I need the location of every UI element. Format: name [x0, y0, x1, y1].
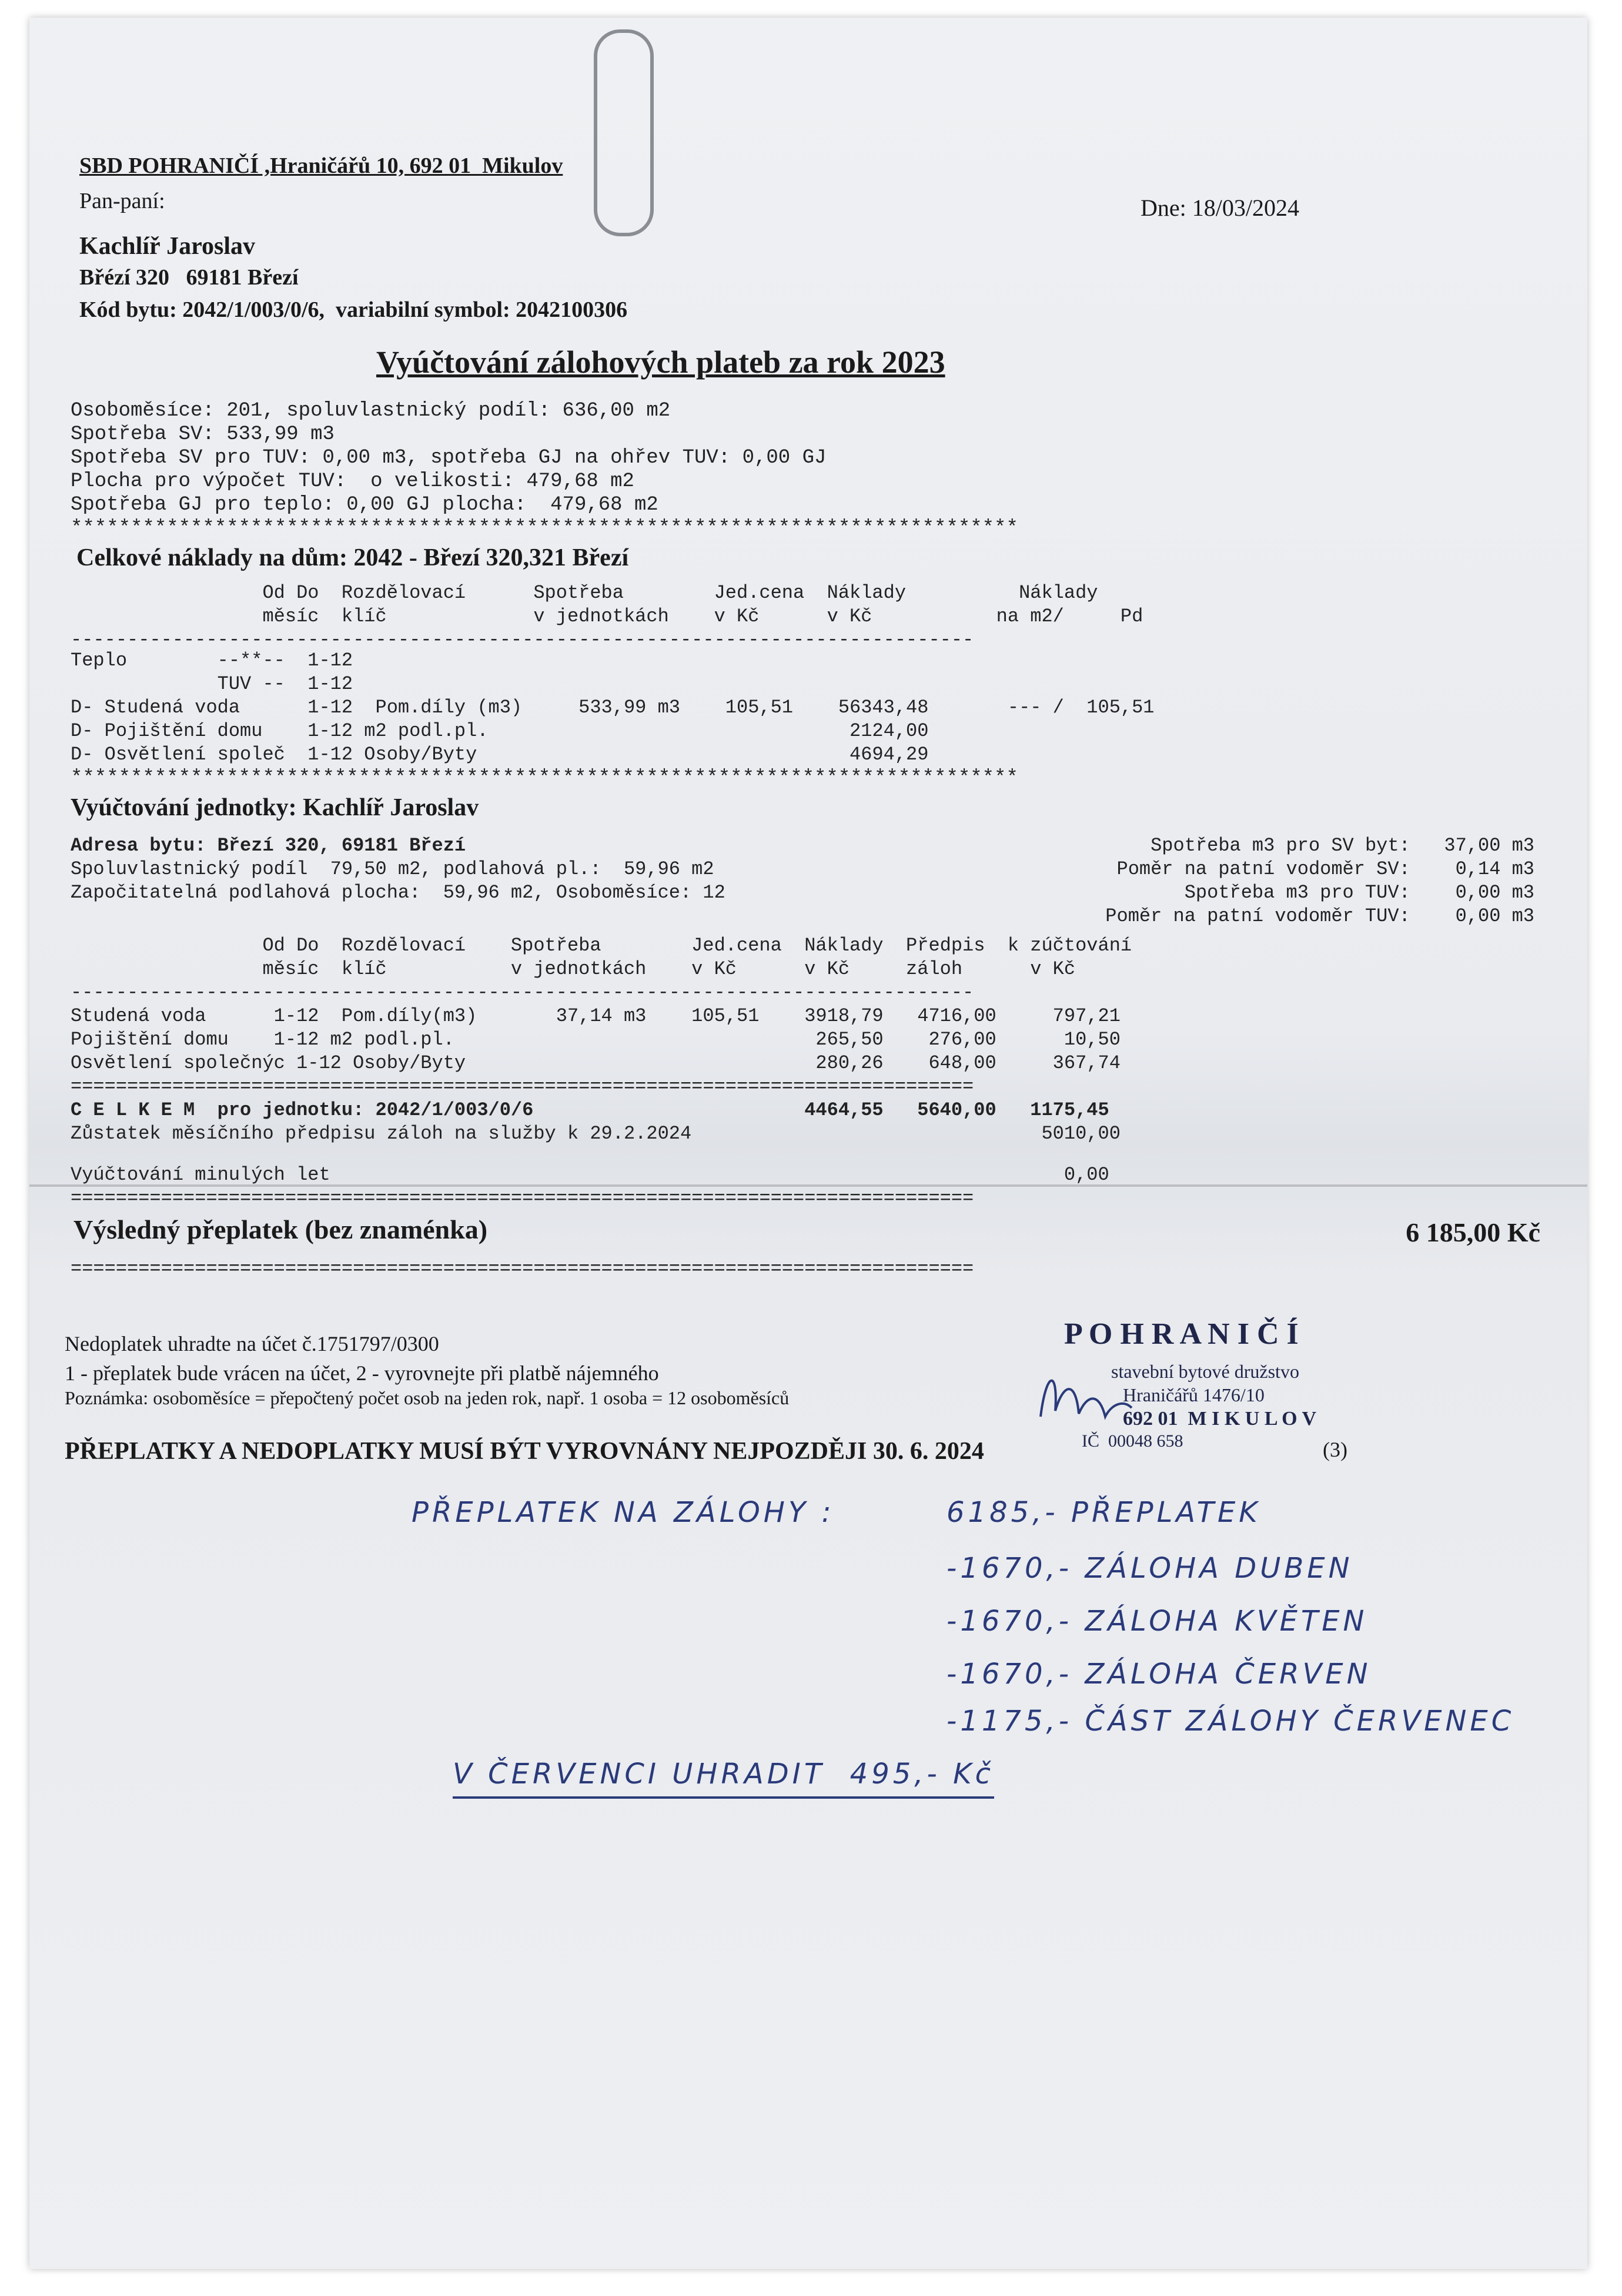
pan-pani-label: Pan-paní:	[79, 189, 165, 213]
unit-row: Osvětlení společnýc 1-12 Osoby/Byty 280,26 648,00 367,74	[71, 1052, 1121, 1074]
stamp-line: Hraničářů 1476/10	[1123, 1384, 1265, 1405]
footer-remark: Poznámka: osoboměsíce = přepočtený počet osob na jeden rok, např. 1 osoba = 12 osoboměsíců	[65, 1387, 790, 1408]
recipient-address: Břézí 320 69181 Březí	[79, 265, 299, 290]
payment-deadline-warning: PŘEPLATKY A NEDOPLATKY MUSÍ BÝT VYROVNÁNY NEJPOZDĚJI 30. 6. 2024	[65, 1438, 984, 1465]
paperclip-icon	[594, 29, 654, 236]
dash-divider: --------------------------------------------------------------------------------	[71, 629, 974, 651]
house-table-header: měsíc klíč v jednotkách v Kč v Kč na m2/ Pd	[71, 605, 1143, 627]
house-row: TUV -- 1-12	[71, 673, 353, 695]
handwritten-line: -1175,- ČÁST ZÁLOHY ČERVENEC	[947, 1705, 1515, 1738]
unit-heading: Vyúčtování jednotky: Kachlíř Jaroslav	[71, 794, 479, 821]
house-row: D- Pojištění domu 1-12 m2 podl.pl. 2124,00	[71, 720, 929, 742]
unit-info-right: Poměr na patní vodoměr TUV: 0,00 m3	[1105, 905, 1534, 927]
signature-icon	[1029, 1358, 1135, 1434]
handwritten-line: 6185,- PŘEPLATEK	[947, 1496, 1261, 1529]
handwritten-line: -1670,- ZÁLOHA ČERVEN	[947, 1658, 1372, 1691]
previous-years-row: Vyúčtování minulých let 0,00	[71, 1164, 1109, 1186]
stars-divider: *******************************************************************************	[71, 767, 1018, 789]
unit-table-header: měsíc klíč v jednotkách v Kč v Kč záloh v Kč	[71, 958, 1076, 980]
stamp-line: 692 01 M I K U L O V	[1123, 1408, 1317, 1430]
house-table-header: Od Do Rozdělovací Spotřeba Jed.cena Náklady Náklady	[71, 582, 1098, 604]
house-row: D- Studená voda 1-12 Pom.díly (m3) 533,99 m3 105,51 56343,48 --- / 105,51	[71, 697, 1155, 718]
house-row: D- Osvětlení společ 1-12 Osoby/Byty 4694,29	[71, 744, 929, 765]
paper-sheet	[29, 18, 1587, 2269]
handwritten-total: V ČERVENCI UHRADIT 495,- Kč	[453, 1758, 994, 1799]
summary-line: Plocha pro výpočet TUV: o velikosti: 479,68 m2	[71, 470, 634, 493]
eq-divider: ================================================================================	[71, 1258, 974, 1280]
document-title: Vyúčtování zálohových plateb za rok 2023	[376, 344, 945, 380]
recipient-name: Kachlíř Jaroslav	[79, 233, 256, 260]
document-date: Dne: 18/03/2024	[1141, 195, 1299, 221]
page-number: (3)	[1323, 1438, 1347, 1461]
result-label: Výsledný přeplatek (bez znaménka)	[73, 1214, 488, 1244]
result-value: 6 185,00 Kč	[1406, 1217, 1540, 1247]
summary-line: Spotřeba GJ pro teplo: 0,00 GJ plocha: 479,68 m2	[71, 494, 658, 516]
stamp-line: stavební bytové družstvo	[1111, 1361, 1299, 1382]
footer-account-line: Nedoplatek uhradte na účet č.1751797/0300	[65, 1332, 439, 1355]
unit-table-header: Od Do Rozdělovací Spotřeba Jed.cena Náklady Předpis k zúčtování	[71, 935, 1132, 956]
unit-info-line: Spoluvlastnický podíl 79,50 m2, podlahová pl.: 59,96 m2	[71, 858, 714, 880]
handwritten-line: -1670,- ZÁLOHA KVĚTEN	[947, 1605, 1368, 1638]
eq-divider: ================================================================================	[71, 1187, 974, 1209]
unit-info-right: Poměr na patní vodoměr SV: 0,14 m3	[1116, 858, 1534, 880]
stamp-name: P O H R A N I Č Í	[1064, 1317, 1299, 1351]
unit-row: Studená voda 1-12 Pom.díly(m3) 37,14 m3 105,51 3918,79 4716,00 797,21	[71, 1005, 1121, 1027]
unit-address: Adresa bytu: Březí 320, 69181 Březí	[71, 835, 466, 856]
summary-line: Spotřeba SV pro TUV: 0,00 m3, spotřeba GJ na ohřev TUV: 0,00 GJ	[71, 447, 827, 469]
flat-code-line: Kód bytu: 2042/1/003/0/6, variabilní symbol: 2042100306	[79, 297, 628, 322]
summary-line: Spotřeba SV: 533,99 m3	[71, 423, 335, 446]
footer-note-line: 1 - přeplatek bude vrácen na účet, 2 - vyrovnejte při platbě nájemného	[65, 1361, 659, 1385]
unit-info-right: Spotřeba m3 pro SV byt: 37,00 m3	[1151, 835, 1534, 856]
handwritten-note: PŘEPLATEK NA ZÁLOHY :	[412, 1496, 835, 1529]
unit-info-line: Započitatelná podlahová plocha: 59,96 m2, Osoboměsíce: 12	[71, 882, 725, 903]
unit-total-row: C E L K E M pro jednotku: 2042/1/003/0/6 4464,55 5640,00 1175,45	[71, 1099, 1109, 1121]
house-heading: Celkové náklady na dům: 2042 - Březí 320,321 Březí	[76, 544, 629, 571]
house-row: Teplo --**-- 1-12	[71, 650, 353, 671]
dash-divider: --------------------------------------------------------------------------------	[71, 982, 974, 1003]
eq-divider: ================================================================================	[71, 1076, 974, 1097]
stars-divider: *******************************************************************************	[71, 517, 1018, 540]
remaining-advance-row: Zůstatek měsíčního předpisu záloh na služby k 29.2.2024 5010,00	[71, 1123, 1121, 1144]
summary-line: Osoboměsíce: 201, spoluvlastnický podíl: 636,00 m2	[71, 400, 671, 422]
unit-row: Pojištění domu 1-12 m2 podl.pl. 265,50 276,00 10,50	[71, 1029, 1121, 1050]
stamp-ic: IČ 00048 658	[1082, 1431, 1183, 1451]
handwritten-line: -1670,- ZÁLOHA DUBEN	[947, 1552, 1353, 1585]
unit-info-right: Spotřeba m3 pro TUV: 0,00 m3	[1184, 882, 1534, 903]
sender-line: SBD POHRANIČÍ ,Hraničářů 10, 692 01 Mikulov	[79, 153, 563, 178]
